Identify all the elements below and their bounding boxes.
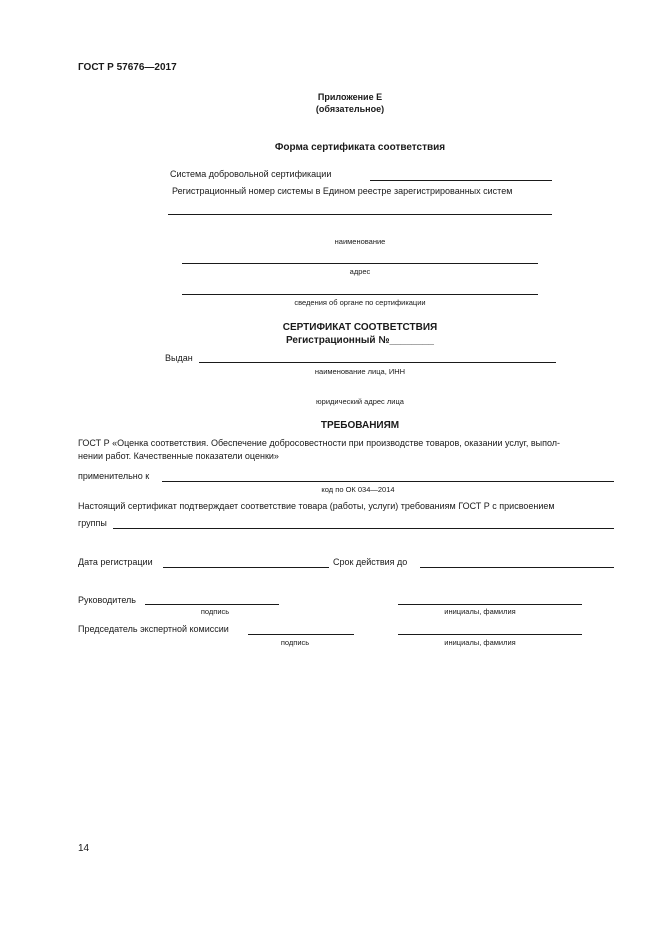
caption-chair-initials: инициалы, фамилия	[444, 638, 516, 647]
validity-date-line	[420, 567, 614, 568]
head-signature-line	[145, 604, 279, 605]
certificate-title: СЕРТИФИКАТ СООТВЕТСТВИЯ	[282, 322, 438, 333]
registration-date-label: Дата регистрации	[78, 557, 153, 567]
page-number: 14	[78, 843, 90, 854]
confirm-text: Настоящий сертификат подтверждает соответствие товара (работы, услуги) требованиям ГОСТ Р с присвоением	[78, 501, 555, 511]
head-initials-line	[398, 604, 582, 605]
applies-field-line	[162, 481, 614, 482]
caption-okpd: код по ОК 034—2014	[321, 485, 395, 494]
caption-address: адрес	[349, 267, 371, 276]
caption-head-initials: инициалы, фамилия	[444, 607, 516, 616]
system-field-line	[370, 180, 552, 181]
system-label: Система добровольной сертификации	[170, 169, 332, 179]
requirements-line-2: нении работ. Качественные показатели оценки»	[78, 451, 279, 461]
group-field-line	[113, 528, 614, 529]
caption-legal-address: юридический адрес лица	[316, 397, 404, 406]
form-title: Форма сертификата соответствия	[274, 142, 446, 153]
chair-signature-line	[248, 634, 354, 635]
head-label: Руководитель	[78, 595, 136, 605]
requirements-line-1: ГОСТ Р «Оценка соответствия. Обеспечение добросовестности при производстве товаров, оказании услуг, выпол-	[78, 438, 561, 448]
appendix-title: Приложение Е	[317, 92, 383, 102]
body-info-field-line	[182, 294, 538, 295]
issued-label: Выдан	[165, 353, 193, 363]
caption-chair-signature: подпись	[280, 638, 310, 647]
certificate-reg-number: Регистрационный №________	[285, 335, 434, 346]
chair-initials-line	[398, 634, 582, 635]
appendix-status: (обязательное)	[315, 104, 385, 114]
caption-body-info: сведения об органе по сертификации	[294, 298, 426, 307]
standard-header: ГОСТ Р 57676—2017	[78, 62, 177, 73]
requirements-title: ТРЕБОВАНИЯМ	[320, 420, 400, 431]
applies-label: применительно к	[78, 471, 150, 481]
registry-label: Регистрационный номер системы в Едином реестре зарегистрированных систем	[172, 186, 513, 196]
address-field-line	[182, 263, 538, 264]
chair-label: Председатель экспертной комиссии	[78, 624, 229, 634]
registry-field-line	[168, 214, 552, 215]
group-label: группы	[78, 518, 107, 528]
issued-field-line	[199, 362, 556, 363]
caption-head-signature: подпись	[200, 607, 230, 616]
registration-date-line	[163, 567, 329, 568]
validity-label: Срок действия до	[333, 557, 408, 567]
caption-name: наименование	[334, 237, 386, 246]
caption-person: наименование лица, ИНН	[314, 367, 406, 376]
